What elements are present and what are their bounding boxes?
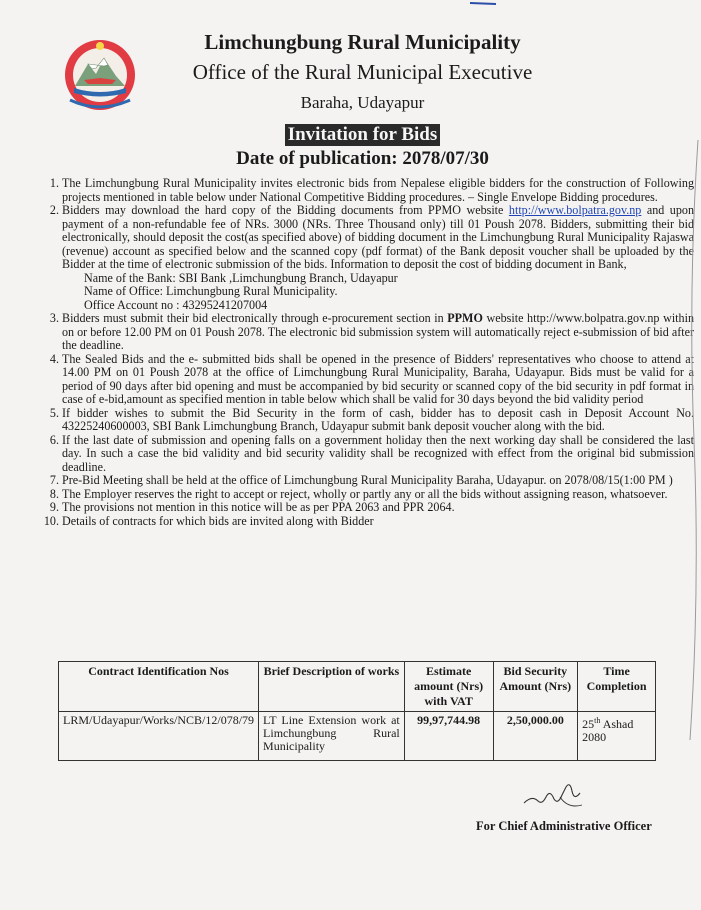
col-header: Bid Security Amount (Nrs) <box>493 662 578 712</box>
bank-name: Name of the Bank: SBI Bank ,Limchungbung Branch, Udayapur <box>84 270 398 285</box>
item-text: website http://www.bolpatra.gov.np within on or before 12.00 PM on 01 Poush 2078. The electronic bid submission system will automatically reject e-submission of bid after the deadline. <box>62 311 694 352</box>
contracts-table <box>58 661 656 761</box>
notice-item <box>62 312 694 353</box>
notice-item: 7. Pre-Bid Meeting shall be held at the office of Limchungbung Rural Municipality Baraha, Udayapur. on 2078/08/15(1:00 PM ) <box>62 474 694 488</box>
table-header-row <box>59 662 656 712</box>
table-row <box>59 712 656 761</box>
col-header: Brief Description of works <box>259 662 405 712</box>
scan-mark-icon <box>470 0 496 6</box>
signature-icon <box>520 775 590 813</box>
location: Baraha, Udayapur <box>300 93 425 112</box>
notice-item: 1. The Limchungbung Rural Municipality invites electronic bids from Nepalese eligible bidders for the construction of Following projects mentioned in table below under National Competitive Bidding procedures. – Single Envelope Bidding procedures. <box>62 177 694 204</box>
notice-item: 4. The Sealed Bids and the e- submitted bids shall be opened in the presence of Bidders' representatives who choose to attend at 14.00 PM on 01 Poush 2078 at the office of Limchungbung Rural Municipality, Baraha, Udayapur. Bids must be valid for a period of 90 days after bid opening and must be accompanied by bid security or scanned copy of the bid security in pdf format in case of e-bid,amount as specified mention in table below which shall be valid for 30 days beyond the bid validity period <box>62 353 694 407</box>
ppmo-bold: PPMO <box>447 311 483 325</box>
notice-item: 6. If the last date of submission and opening falls on a government holiday then the next working day shall be considered the last day. In such a case the bid validity and bid security validity shall be recognized with effect from the original bid submission deadline. <box>62 434 694 475</box>
time-suffix: th <box>594 716 601 725</box>
work-description: LT Line Extension work at Limchungbung Rural Municipality <box>259 712 405 761</box>
notice-items <box>24 177 694 528</box>
office-name-line: Name of Office: Limchungbung Rural Municipality. <box>84 284 338 298</box>
account-number: Office Account no : 43295241207004 <box>84 297 268 312</box>
org-name: Limchungbung Rural Municipality <box>204 30 521 54</box>
time-completion <box>578 712 656 761</box>
estimate-amount: 99,97,744.98 <box>404 712 493 761</box>
col-header: Time Completion <box>578 662 656 712</box>
item-text: Bidders must submit their bid electronically through e-procurement section in <box>62 311 448 325</box>
contract-id: LRM/Udayapur/Works/NCB/12/078/79 <box>59 712 259 761</box>
page-edge-icon <box>682 140 701 740</box>
publication-date: Date of publication: 2078/07/30 <box>236 148 489 169</box>
notice-item: 10. Details of contracts for which bids are invited along with Bidder <box>62 515 694 529</box>
notice-title: Invitation for Bids <box>285 124 441 146</box>
time-day: 25 <box>582 717 595 731</box>
notice-item <box>62 204 694 312</box>
time-rest: Ashad 2080 <box>582 717 634 744</box>
item-text: and upon payment of a non-refundable fee of NRs. 3000 (NRs. Three Thousand only) till 01 Poush 2078. Bidders, submitting their bid electronically, should deposit the cost(as specified above) of bidding document in the Limchungbung Rural Municipality Rajaswa (revenue) account as specified below and the scanned copy (pdf format) of the Bank deposit voucher shall be uploaded by the Bidder at the time of electronic submission of the bids. Information to deposit the cost of bidding document in Bank, <box>62 203 694 271</box>
signatory: For Chief Administrative Officer <box>476 819 652 833</box>
office-name: Office of the Rural Municipal Executive <box>192 60 533 84</box>
notice-item: 5. If bidder wishes to submit the Bid Security in the form of cash, bidder has to deposit cash in Deposit Account No. 43225240600003, SBI Bank Limchungbung Branch, Udayapur submit bank deposit voucher along with the bid. <box>62 407 694 434</box>
col-header: Estimate amount (Nrs) with VAT <box>404 662 493 712</box>
ppmo-link[interactable]: http://www.bolpatra.gov.np <box>508 203 642 217</box>
title-wrap <box>12 124 701 146</box>
col-header: Contract Identification Nos <box>59 662 259 712</box>
item-text: Bidders may download the hard copy of the Bidding documents from PPMO website <box>62 203 509 217</box>
notice-item: 9. The provisions not mention in this notice will be as per PPA 2063 and PPR 2064. <box>62 501 694 515</box>
bid-security-amount: 2,50,000.00 <box>493 712 578 761</box>
notice-item: 8. The Employer reserves the right to accept or reject, wholly or partly any or all the bids without assigning reason, whatsoever. <box>62 488 694 502</box>
